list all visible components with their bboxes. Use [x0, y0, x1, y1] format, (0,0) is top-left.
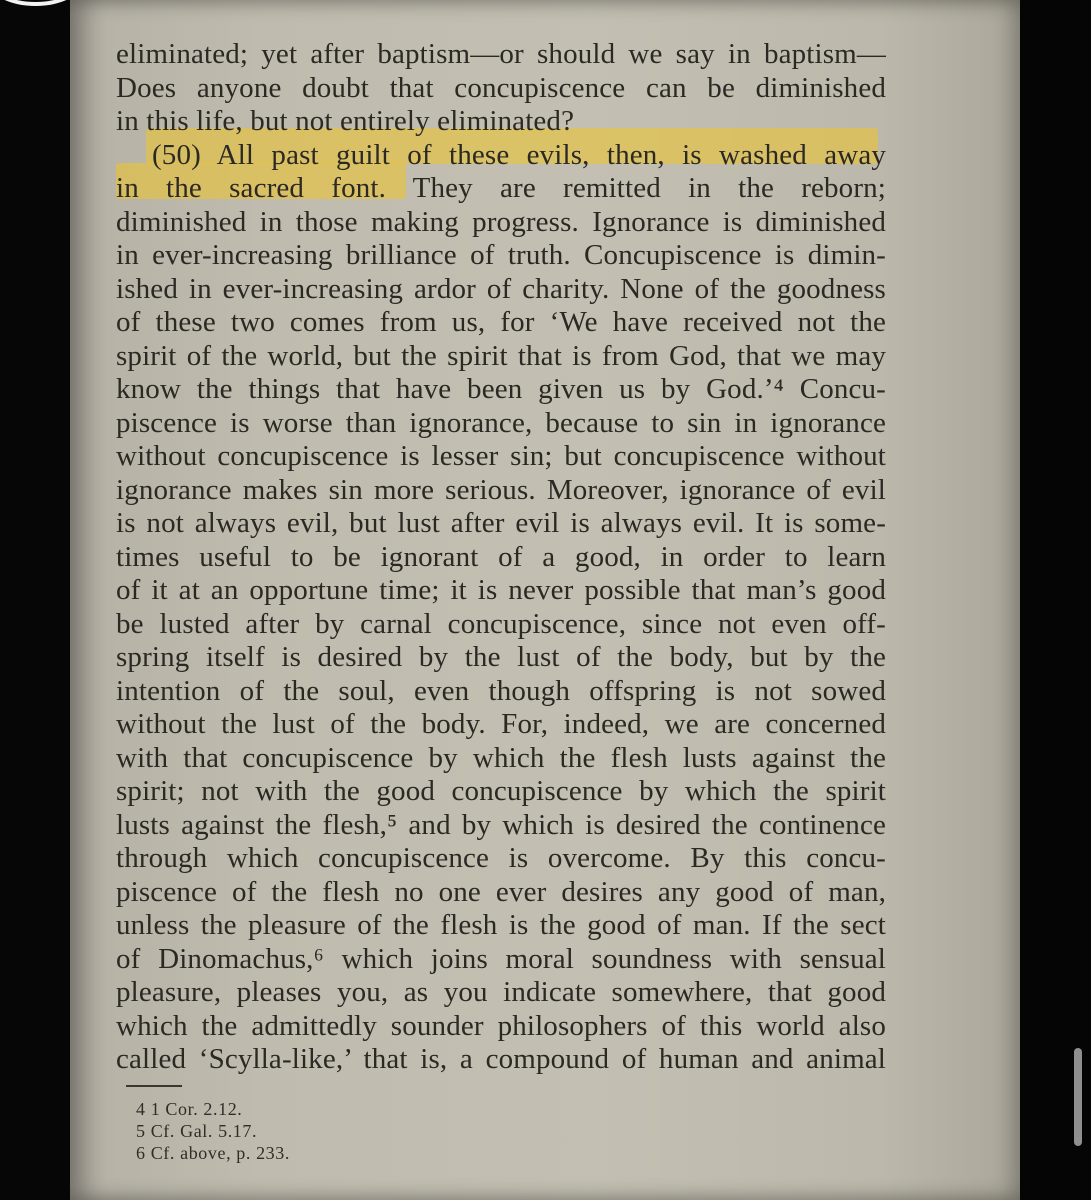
text-line: (50) All past guilt of these evils, then, is washed away: [152, 138, 886, 171]
text-line: which the admittedly sounder philosophers of this world also: [116, 1009, 886, 1042]
text-line: piscence is worse than ignorance, because to sin in ignorance: [116, 406, 886, 439]
text-line: piscence of the flesh no one ever desires any good of man,: [116, 875, 886, 908]
text-line: of these two comes from us, for ‘We have received not the: [116, 306, 886, 338]
text-line: of it at an opportune time; it is never possible that man’s good: [116, 574, 886, 606]
footnote: 5 Cf. Gal. 5.17.: [136, 1121, 258, 1141]
text-line: eliminated; yet after baptism—or should we say in baptism—: [116, 38, 886, 70]
footnotes: [136, 1098, 290, 1164]
text-line: with that concupiscence by which the flesh lusts against the: [116, 741, 886, 774]
text-line: ignorance makes sin more serious. Moreover, ignorance of evil: [116, 473, 886, 506]
scrollbar-thumb[interactable]: [1074, 1048, 1082, 1146]
text-line: without the lust of the body. For, indeed, we are concerned: [116, 708, 886, 740]
text-line: ished in ever-increasing ardor of charity. None of the goodness: [116, 272, 886, 305]
text-line: of Dinomachus,⁶ which joins moral soundness with sensual: [116, 942, 886, 975]
footnote: 4 1 Cor. 2.12.: [136, 1099, 243, 1119]
text-line: is not always evil, but lust after evil is always evil. It is some-: [116, 507, 886, 539]
text-line: in this life, but not entirely eliminated?: [116, 105, 575, 137]
text-line: spring itself is desired by the lust of the body, but by the: [116, 641, 886, 673]
text-line: times useful to be ignorant of a good, in order to learn: [116, 540, 886, 573]
text-line: spirit; not with the good concupiscence by which the spirit: [116, 775, 886, 807]
text-line: without concupiscence is lesser sin; but concupiscence without: [116, 440, 886, 472]
text-line: called ‘Scylla-like,’ that is, a compound of human and animal: [116, 1043, 886, 1075]
footnote-divider: [126, 1085, 182, 1087]
body-text: [116, 38, 886, 1077]
text-line: be lusted after by carnal concupiscence, since not even off-: [116, 607, 886, 640]
text-line: through which concupiscence is overcome. By this concu-: [116, 842, 886, 874]
text-line: diminished in those making progress. Ignorance is diminished: [116, 205, 886, 238]
text-line: in the sacred font. They are remitted in the reborn;: [116, 172, 886, 204]
text-line: lusts against the flesh,⁵ and by which is desired the continence: [116, 808, 886, 841]
text-line: spirit of the world, but the spirit that is from God, that we may: [116, 339, 886, 372]
text-line: know the things that have been given us by God.’⁴ Concu-: [116, 373, 886, 405]
footnote: 6 Cf. above, p. 233.: [136, 1143, 290, 1163]
viewer-gutter: [1020, 0, 1091, 1200]
text-line: Does anyone doubt that concupiscence can be diminished: [116, 71, 886, 104]
text-line: unless the pleasure of the flesh is the good of man. If the sect: [116, 909, 886, 941]
text-line: pleasure, pleases you, as you indicate somewhere, that good: [116, 976, 886, 1008]
text-line: in ever-increasing brilliance of truth. Concupiscence is dimin-: [116, 239, 886, 271]
text-line: intention of the soul, even though offspring is not sowed: [116, 674, 886, 707]
